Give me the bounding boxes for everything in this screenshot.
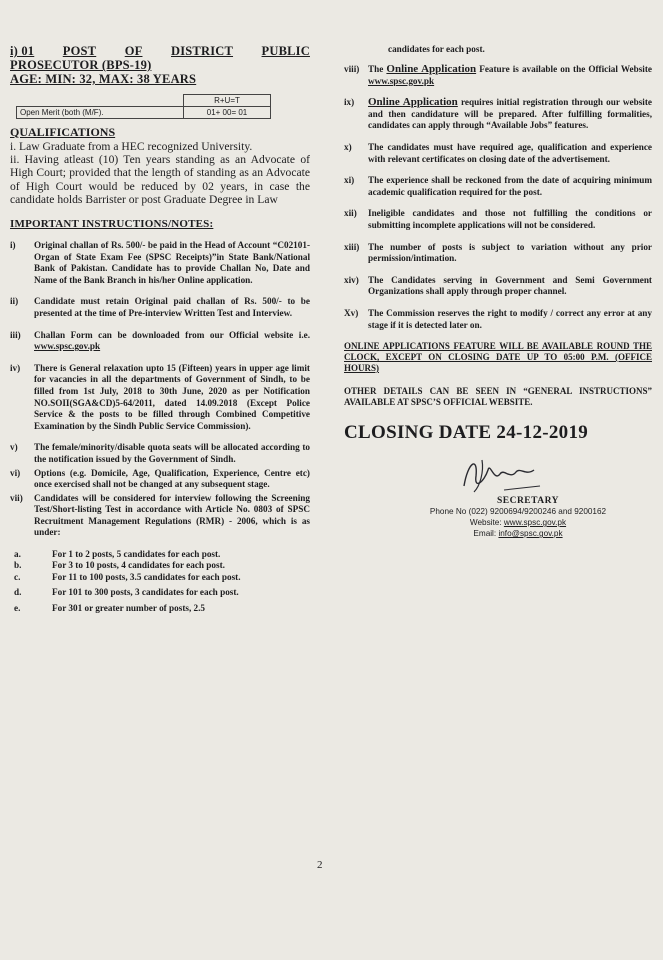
sub-number: c. xyxy=(14,571,21,582)
post-word-2: OF xyxy=(124,44,143,58)
website-label: Website: xyxy=(469,518,504,528)
signature-icon xyxy=(454,452,544,496)
qualifications-title: QUALIFICATIONS xyxy=(10,125,116,139)
item-text: The candidates must have required age, qualification and experience with relevant certificates on closing date of the advertisement. xyxy=(368,141,652,164)
instruction-item xyxy=(344,64,652,87)
email-label: Email: xyxy=(473,529,499,539)
item-number: viii) xyxy=(344,64,360,74)
item-text: Options (e.g. Domicile, Age, Qualification, Experience, Centre etc) once exercised shall not be changed at any subsequent stage. xyxy=(34,467,310,490)
sub-number: b. xyxy=(14,560,22,571)
item-text: The female/minority/disable quota seats will be allocated according to the notification issued by the Government of Sindh. xyxy=(34,442,310,464)
instruction-item xyxy=(10,363,310,433)
item-text: Candidates will be considered for interview following the Screening Test/Short-listing Test in accordance with Article No. 0803 of SPSC Recruitment Management Regulations (RMR) - 2006, which is as under: xyxy=(34,492,310,538)
instruction-item xyxy=(344,308,652,331)
item-text: Original challan of Rs. 500/- be paid in the Head of Account “C02101-Organ of State Exam Fee (SPSC Receipts)”in State Bank/National Bank of Pakistan. Candidate has to provide Challan No, Date and Name of the Bank Branch in his/her Online application. xyxy=(34,240,310,285)
post-word-4: PUBLIC xyxy=(261,44,310,58)
instruction-item xyxy=(344,175,652,198)
website-line xyxy=(384,517,652,528)
item-text: The number of posts is subject to variation without any prior permission/intimation. xyxy=(368,241,652,264)
item-number: iii) xyxy=(10,329,21,340)
list-item xyxy=(10,549,310,560)
sub-number: a. xyxy=(14,549,21,560)
item-number: ix) xyxy=(344,97,355,108)
item-text-pre: The xyxy=(368,64,387,74)
post-line-1 xyxy=(10,44,310,58)
instruction-item xyxy=(10,468,310,491)
instructions-title: IMPORTANT INSTRUCTIONS/NOTES: xyxy=(10,218,214,231)
signature-area xyxy=(344,452,652,496)
post-number: i) 01 xyxy=(10,44,35,58)
item-number: ii) xyxy=(10,296,19,307)
item-text-post: Feature is available on the Official Website xyxy=(476,64,652,74)
seats-blank-cell xyxy=(17,95,184,107)
post-age: AGE: MIN: 32, MAX: 38 YEARS xyxy=(10,72,197,86)
website-link[interactable]: www.spsc.gov.pk xyxy=(503,518,567,528)
continued-text: candidates for each post. xyxy=(388,44,485,54)
item-number: vii) xyxy=(10,492,23,503)
list-item xyxy=(10,560,310,571)
right-column xyxy=(344,44,652,539)
closing-date: CLOSING DATE 24-12-2019 xyxy=(344,422,589,444)
instruction-item xyxy=(10,493,310,539)
item-number: x) xyxy=(344,141,352,152)
item-text xyxy=(368,64,652,87)
sub-text: For 101 to 300 posts, 3 candidates for each post. xyxy=(52,587,239,598)
item-text xyxy=(34,330,310,353)
list-item xyxy=(10,587,310,598)
screening-ratio-list xyxy=(10,549,310,614)
sub-text: For 3 to 10 posts, 4 candidates for each post. xyxy=(52,560,225,571)
instruction-item xyxy=(10,442,310,465)
item-number: iv) xyxy=(10,362,21,373)
qualification-ii: ii. Having atleast (10) Ten years standing as an Advocate of High Court; provided that the length of standing as an Advocate of High Court would be reduced by 02 years, in case the candidate holds Barrister or post Graduate Degree in Law xyxy=(10,153,310,206)
instruction-item xyxy=(10,296,310,319)
online-application-link[interactable]: Online Application xyxy=(368,96,458,109)
seats-table xyxy=(16,94,271,119)
item-text: Ineligible candidates and those not fulfilling the conditions or submitting incomplete applications will not be considered. xyxy=(368,208,652,230)
item-number: xiv) xyxy=(344,274,359,285)
instruction-item xyxy=(344,142,652,165)
item-text xyxy=(368,97,652,132)
sub-text: For 1 to 2 posts, 5 candidates for each post. xyxy=(52,549,221,560)
item-number: Xv) xyxy=(344,307,359,318)
qualification-i: i. Law Graduate from a HEC recognized University. xyxy=(10,140,253,153)
phone-line: Phone No (022) 9200694/9200246 and 9200162 xyxy=(429,507,607,517)
sub-number: e. xyxy=(14,602,21,613)
left-column xyxy=(10,44,310,614)
item-text-body: Challan Form can be downloaded from our Official website i.e. xyxy=(34,329,310,340)
email-line xyxy=(384,528,652,539)
item-text: Candidate must retain Original paid challan of Rs. 500/- to be presented at the time of Pre-interview Written Test and Interview. xyxy=(34,296,310,318)
item-number: xii) xyxy=(344,208,357,219)
instruction-item xyxy=(344,208,652,231)
instruction-item xyxy=(344,97,652,132)
official-website-link[interactable]: www.spsc.gov.pk xyxy=(34,341,101,352)
instruction-item xyxy=(344,242,652,265)
seats-label: Open Merit (both (M/F). xyxy=(17,107,184,119)
contact-block xyxy=(384,506,652,539)
post-word-1: POST xyxy=(62,44,97,58)
item-number: xi) xyxy=(344,175,355,186)
item-text: The experience shall be reckoned from the date of acquiring minimum academic qualification required for the post. xyxy=(368,175,652,197)
item-text-post: requires initial registration through our website and then candidature will be prepared. After fulfilling formalities, candidates can apply through “Available Jobs” features. xyxy=(368,97,652,131)
item-text: The Commission reserves the right to modify / correct any error at any stage if it is detected later on. xyxy=(368,307,652,330)
online-applications-notice: ONLINE APPLICATIONS FEATURE WILL BE AVAILABLE ROUND THE CLOCK, EXCEPT ON CLOSING DATE UP TO 05:00 P.M. (OFFICE HOURS) xyxy=(344,341,652,374)
instruction-item xyxy=(344,275,652,298)
online-application-link[interactable]: Online Application xyxy=(386,63,477,75)
instruction-item xyxy=(10,330,310,353)
item-number: i) xyxy=(10,240,16,251)
email-link[interactable]: info@spsc.gov.pk xyxy=(498,529,563,539)
secretary-title: SECRETARY xyxy=(496,496,560,507)
seats-header: R+U=T xyxy=(184,95,271,107)
other-details-notice: OTHER DETAILS CAN BE SEEN IN “GENERAL INSTRUCTIONS” AVAILABLE AT SPSC’S OFFICIAL WEBSITE. xyxy=(344,386,652,408)
item-text: There is General relaxation upto 15 (Fifteen) years in upper age limit for vacancies in all the departments of Government of Sindh, to be filled from 1st July, 2018 to 30th June, 2020 as per Notification NO.SOII(SGA&CD)5-64/2011, dated 14.09.2018 (Except Police Service & the posts to be filled through Combined Competitive Examination by the Sindh Public Service Commission). xyxy=(34,362,310,431)
list-item xyxy=(10,572,310,583)
page-number: 2 xyxy=(317,859,323,871)
item-number: v) xyxy=(10,442,18,453)
seats-value: 01+ 00= 01 xyxy=(184,107,271,119)
item-text: The Candidates serving in Government and Semi Government Organizations shall apply through proper channel. xyxy=(368,274,652,297)
instruction-item xyxy=(10,240,310,286)
sub-number: d. xyxy=(14,587,22,598)
item-number: vi) xyxy=(10,467,21,478)
post-word-3: DISTRICT xyxy=(170,44,234,58)
official-website-link[interactable]: www.spsc.gov.pk xyxy=(368,75,435,86)
list-item xyxy=(10,603,310,614)
post-title: PROSECUTOR (BPS-19) xyxy=(10,58,152,72)
item-number: xiii) xyxy=(344,241,360,252)
post-heading xyxy=(10,44,310,86)
sub-text: For 11 to 100 posts, 3.5 candidates for each post. xyxy=(52,571,241,582)
sub-text: For 301 or greater number of posts, 2.5 xyxy=(52,602,206,613)
